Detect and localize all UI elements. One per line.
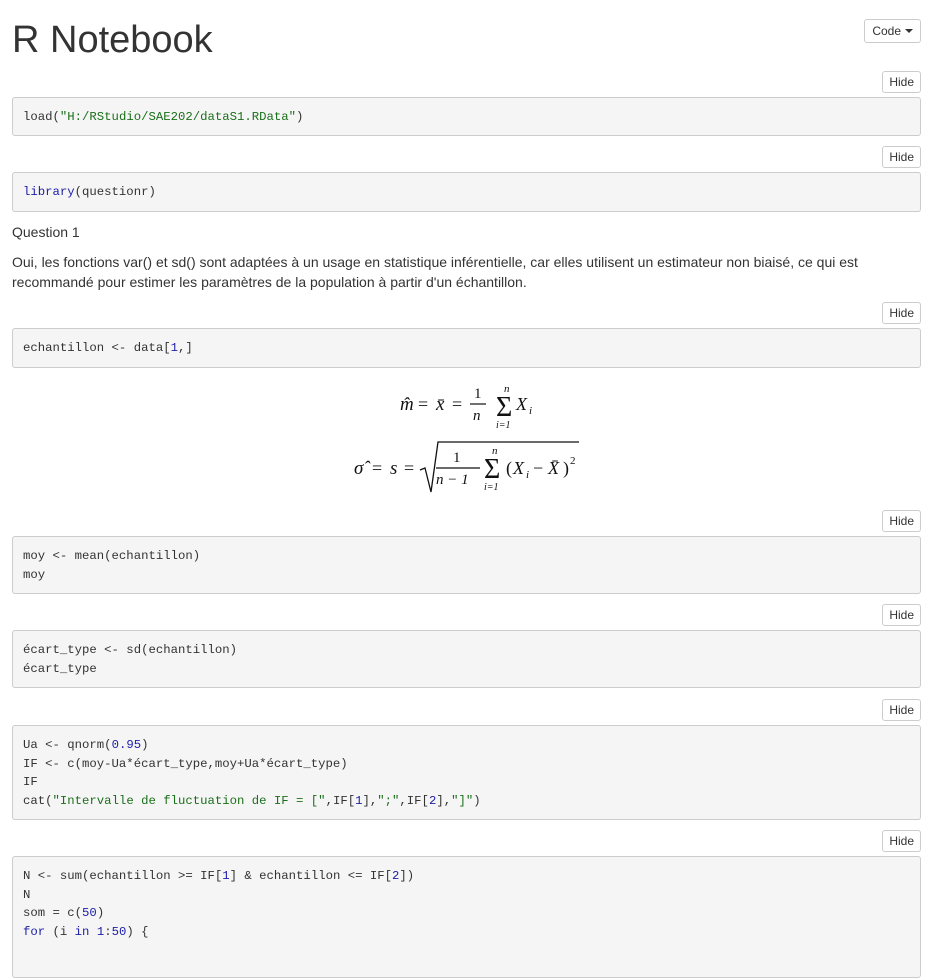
svg-text:): ) [563,458,569,478]
code-chunk[interactable] [12,536,921,594]
svg-text:X̄: X̄ [548,458,559,478]
svg-text:Σ: Σ [484,454,501,485]
code-text: library(questionr) [23,185,156,199]
caret-down-icon [905,29,913,33]
svg-text:x̄: x̄ [436,394,445,415]
code-text [13,631,920,688]
svg-text:n − 1: n − 1 [436,472,469,488]
code-text: Ua <- qnorm(0.95) IF <- c(moy-Ua*écart_type,moy+Ua*écart_type) IF cat("Intervalle de fluctuation de IF = [",IF[1],";",IF[2],"]") [23,738,481,808]
svg-text:X: X [516,394,527,414]
svg-text:=: = [404,458,415,478]
svg-text:Σ: Σ [496,392,513,423]
hide-button[interactable]: Hide [882,71,921,93]
formula-sd [354,442,579,493]
svg-text:=: = [372,458,383,478]
code-chunk[interactable] [12,856,921,978]
code-text: load("H:/RStudio/SAE202/dataS1.RData") [23,110,304,124]
hide-button[interactable]: Hide [882,302,921,324]
question-text: Oui, les fonctions var() et sd() sont adaptées à un usage en statistique inférentielle, car elles utilisent un estimateur non biaisé, ce qui est recommandé pour estimer les paramètres de la population à partir d'un échantillon. [12,254,858,290]
code-text [13,537,920,594]
code-text: echantillon <- data[1,] [23,341,193,355]
code-line: moy <- mean(echantillon) [23,549,201,563]
svg-text:i: i [529,405,533,417]
svg-text:σ̂: σ̂ [354,458,364,479]
svg-text:1: 1 [474,386,482,402]
code-chunk[interactable] [12,97,921,136]
svg-text:n: n [504,383,510,395]
header [12,0,921,68]
code-line: moy [23,567,46,582]
code-menu-button[interactable] [864,19,921,43]
code-menu-label: Code [872,24,901,38]
svg-text:i=1: i=1 [484,482,499,493]
hide-button[interactable]: Hide [882,510,921,532]
code-chunk[interactable] [12,725,921,820]
question-heading: Question 1 [12,224,80,240]
svg-text:i=1: i=1 [496,420,511,431]
svg-text:2: 2 [570,455,576,467]
code-keyword: library [23,185,75,199]
svg-text:s: s [390,458,398,479]
code-chunk[interactable] [12,172,921,212]
code-string: "H:/RStudio/SAE202/dataS1.RData" [59,110,297,124]
svg-text:m̂: m̂ [400,394,414,415]
code-text: N <- sum(echantillon >= IF[1] & echantillon <= IF[2]) N som = c(50) for (i in 1:50) { [23,869,415,939]
code-chunk[interactable] [12,630,921,688]
svg-text:X: X [513,458,524,478]
svg-text:(: ( [506,458,512,478]
svg-text:n: n [473,408,481,424]
hide-button[interactable]: Hide [882,604,921,626]
svg-text:−: − [533,458,544,478]
svg-text:n: n [492,445,498,457]
svg-text:=: = [452,394,463,414]
hide-button[interactable]: Hide [882,830,921,852]
notebook-container [12,0,921,939]
formula-svg [12,378,921,498]
svg-text:1: 1 [453,450,461,466]
svg-text:i: i [526,469,530,481]
code-line: écart_type [23,661,97,676]
hide-button[interactable]: Hide [882,699,921,721]
formula-block [12,378,921,498]
code-chunk[interactable] [12,328,921,368]
hide-button[interactable]: Hide [882,146,921,168]
svg-text:=: = [418,394,429,414]
code-line: écart_type <- sd(echantillon) [23,643,238,657]
page-title: R Notebook [12,19,213,61]
formula-mean [400,383,532,431]
